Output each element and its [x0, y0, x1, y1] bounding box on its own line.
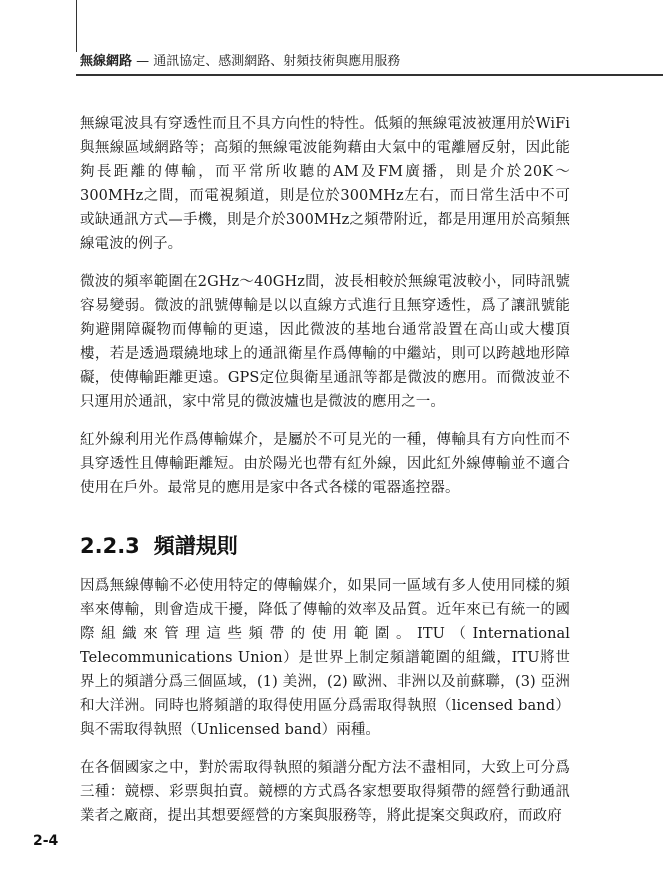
section-heading	[80, 530, 570, 560]
paragraph-infrared: 紅外線利用光作爲傳輸媒介，是屬於不可見光的一種，傳輸具有方向性而不具穿透性且傳輸距離短。由於陽光也帶有紅外線，因此紅外線傳輸並不適合使用在戶外。最常見的應用是家中各式各樣的電器遙控器。	[80, 432, 570, 496]
header-vertical-rule	[76, 0, 77, 52]
page-body	[80, 112, 570, 842]
paragraph-microwave: 微波的頻率範圍在2GHz～40GHz間，波長相較於無線電波較小，同時訊號容易變弱。微波的訊號傳輸是以以直線方式進行且無穿透性，爲了讓訊號能夠避開障礙物而傳輸的更遠，因此微波的基地台通常設置在高山或大樓頂樓，若是透過環繞地球上的通訊衛星作爲傳輸的中繼站，則可以跨越地形障礙，使傳輸距離更遠。GPS定位與衛星通訊等都是微波的應用。而微波並不只運用於通訊，家中常見的微波爐也是微波的應用之一。	[80, 274, 570, 410]
book-subtitle: 通訊協定、感測網路、射頻技術與應用服務	[153, 54, 401, 69]
section-title: 頻譜規則	[153, 534, 238, 558]
book-title: 無線網路	[80, 54, 133, 69]
running-header	[80, 50, 623, 69]
header-separator: —	[132, 54, 154, 69]
paragraph-spectrum-rules: 因爲無線傳輸不必使用特定的傳輸媒介，如果同一區域有多人使用同樣的頻率來傳輸，則會造成干擾，降低了傳輸的效率及品質。近年來已有統一的國際組織來管理這些頻帶的使用範圍。ITU（International Telecommunications Union）是世界上制定頻譜範圍的組織，ITU將世界上的頻譜分爲三個區域，(1) 美洲，(2) 歐洲、非洲以及前蘇聯，(3) 亞洲和大洋洲。同時也將頻譜的取得使用區分爲需取得執照（licensed band）與不需取得執照（Unlicensed band）兩種。	[80, 578, 570, 738]
paragraph-license-allocation: 在各個國家之中，對於需取得執照的頻譜分配方法不盡相同，大致上可分爲三種：競標、彩票與拍賣。競標的方式爲各家想要取得頻帶的經營行動通訊業者之廠商，提出其想要經營的方案與服務等，將此提案交與政府，而政府	[80, 760, 570, 824]
section-number: 2.2.3	[80, 534, 140, 558]
paragraph-radio-waves: 無線電波具有穿透性而且不具方向性的特性。低頻的無線電波被運用於WiFi與無線區域網路等；高頻的無線電波能夠藉由大氣中的電離層反射，因此能夠長距離的傳輸，而平常所收聽的AM及FM廣播，則是介於20K～300MHz之間，而電視頻道，則是位於300MHz左右，而日常生活中不可或缺通訊方式—手機，則是介於300MHz之頻帶附近，都是用運用於高頻無線電波的例子。	[80, 116, 570, 252]
page-number: 2-4	[33, 833, 59, 849]
header-rule	[76, 74, 663, 76]
